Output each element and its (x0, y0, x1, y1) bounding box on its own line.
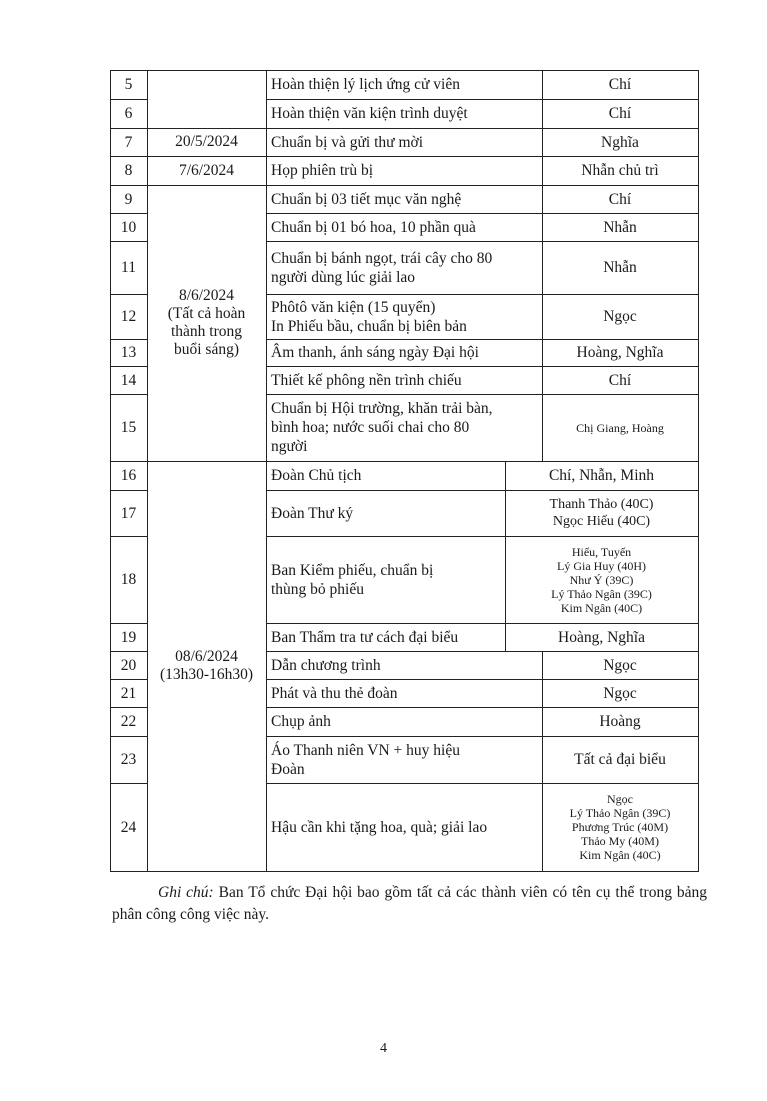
note-label: Ghi chú: (158, 884, 214, 901)
task-cell: Áo Thanh niên VN + huy hiệu Đoàn (271, 741, 460, 778)
row-number-cell: 5 (124, 76, 133, 93)
table-border (110, 70, 111, 872)
table-border (110, 294, 148, 295)
table-border (147, 156, 267, 157)
task-cell: Hậu cần khi tặng hoa, quà; giải lao (271, 818, 488, 836)
row-number-cell: 14 (120, 371, 137, 389)
table-border (542, 339, 543, 367)
table-border (542, 213, 543, 242)
person-cell: Chị Giang, Hoàng (576, 420, 664, 435)
table-border (110, 70, 148, 71)
person-cell: Chí (608, 190, 632, 208)
row-number-cell: 11 (121, 259, 136, 276)
table-border (505, 490, 506, 537)
table-border (542, 156, 543, 186)
task-cell: Âm thanh, ánh sáng ngày Đại hội (271, 344, 479, 361)
date-cell: 08/6/2024 (13h30-16h30) (160, 648, 253, 683)
person-cell: Nhẫn (603, 259, 637, 276)
table-border (110, 783, 148, 784)
table-border (110, 128, 148, 129)
person-cell: Chí (608, 76, 632, 93)
table-border (110, 679, 148, 680)
row-number-cell: 22 (120, 713, 137, 730)
table-border (266, 871, 699, 872)
row-number-cell: 19 (120, 628, 137, 646)
table-border (110, 490, 148, 491)
task-cell: Ban Kiểm phiếu, chuẩn bị thùng bỏ phiếu (271, 561, 434, 598)
table-border (147, 128, 267, 129)
table-border (110, 736, 148, 737)
person-cell: Hoàng (599, 713, 641, 730)
date-cell: 8/6/2024 (Tất cả hoàn thành trong buổi sáng) (167, 287, 246, 358)
table-border (542, 99, 543, 129)
person-cell: Ngọc (603, 308, 637, 325)
table-border (266, 394, 699, 395)
table-border (505, 536, 506, 624)
row-number-cell: 23 (120, 751, 137, 768)
table-border (110, 651, 148, 652)
table-border (110, 707, 148, 708)
date-cell (147, 70, 266, 128)
row-number-cell: 8 (124, 162, 133, 179)
table-border (266, 651, 699, 652)
table-border (542, 185, 543, 214)
table-border (542, 651, 543, 680)
table-border (266, 185, 699, 186)
task-cell: Đoàn Chủ tịch (271, 467, 362, 484)
row-number-cell: 24 (120, 818, 137, 836)
table-border (542, 366, 543, 395)
table-border (542, 707, 543, 737)
table-border (266, 70, 267, 872)
table-border (698, 70, 699, 872)
person-cell: Ngọc (603, 684, 637, 702)
table-border (266, 128, 699, 129)
person-cell: Hoàng, Nghĩa (558, 628, 645, 646)
task-cell: Chuẩn bị bánh ngọt, trái cây cho 80 người dùng lúc giải lao (271, 249, 493, 286)
table-border (542, 783, 543, 872)
task-cell: Dẫn chương trình (271, 656, 381, 674)
row-number-cell: 20 (120, 656, 137, 674)
task-cell: Phát và thu thẻ đoàn (271, 684, 398, 702)
task-cell: Chuẩn bị 03 tiết mục văn nghệ (271, 190, 462, 208)
task-cell: Hoàn thiện lý lịch ứng cử viên (271, 76, 460, 93)
table-border (110, 339, 148, 340)
table-border (266, 366, 699, 367)
row-number-cell: 17 (120, 504, 137, 522)
row-number-cell: 9 (124, 190, 133, 208)
table-border (110, 871, 148, 872)
table-border (266, 99, 699, 100)
table-border (110, 156, 148, 157)
table-border (542, 128, 543, 157)
table-border (147, 70, 267, 71)
table-border (110, 213, 148, 214)
task-cell: Ban Thẩm tra tư cách đại biểu (271, 628, 459, 646)
person-cell: Nghĩa (601, 133, 639, 151)
table-border (542, 294, 543, 340)
table-border (266, 241, 699, 242)
table-border (110, 394, 148, 395)
table-border (266, 783, 699, 784)
table-border (266, 623, 699, 624)
table-border (110, 241, 148, 242)
table-border (505, 461, 506, 491)
table-border (266, 679, 699, 680)
row-number-cell: 10 (120, 218, 137, 236)
table-border (110, 99, 148, 100)
table-border (147, 70, 148, 872)
table-border (110, 366, 148, 367)
table-border (266, 70, 699, 71)
table-border (110, 536, 148, 537)
row-number-cell: 13 (120, 344, 137, 361)
task-cell: Thiết kế phông nền trình chiếu (271, 371, 462, 389)
task-cell: Họp phiên trù bị (271, 162, 374, 179)
table-border (542, 679, 543, 708)
table-border (266, 707, 699, 708)
task-cell: Hoàn thiện văn kiện trình duyệt (271, 105, 468, 122)
table-border (542, 736, 543, 784)
table-border (542, 70, 543, 100)
task-cell: Chuẩn bị và gửi thư mời (271, 133, 424, 151)
note-paragraph (112, 882, 707, 926)
note-text: Ban Tổ chức Đại hội bao gồm tất cả các thành viên có tên cụ thể trong bảng phân công công việc này. (112, 884, 707, 923)
person-cell: Thanh Thảo (40C) Ngọc Hiếu (40C) (549, 497, 654, 529)
person-cell: Chí (608, 371, 632, 389)
date-cell: 20/5/2024 (175, 133, 238, 150)
table-border (110, 623, 148, 624)
page-number: 4 (380, 1041, 387, 1056)
table-border (542, 241, 543, 295)
row-number-cell: 21 (120, 684, 137, 702)
task-cell: Chụp ảnh (271, 713, 331, 730)
table-border (505, 623, 506, 652)
table-border (110, 461, 148, 462)
table-border (110, 185, 148, 186)
row-number-cell: 15 (120, 419, 137, 436)
table-border (147, 185, 267, 186)
person-cell: Chí (608, 105, 632, 122)
person-cell: Tất cả đại biểu (574, 751, 666, 768)
table-border (266, 490, 699, 491)
row-number-cell: 7 (124, 133, 133, 151)
date-cell: 7/6/2024 (178, 161, 235, 179)
table-border (266, 736, 699, 737)
person-cell: Nhẫn chủ trì (581, 162, 659, 179)
table-border (266, 461, 699, 462)
person-cell: Nhẫn (603, 218, 637, 236)
task-cell: Chuẩn bị 01 bó hoa, 10 phần quà (271, 218, 476, 236)
row-number-cell: 18 (120, 571, 137, 588)
table-border (266, 339, 699, 340)
task-cell: Đoàn Thư ký (271, 504, 354, 522)
table-border (542, 394, 543, 462)
row-number-cell: 12 (120, 308, 137, 325)
table-border (147, 871, 267, 872)
person-cell: Ngọc (603, 656, 637, 674)
table-border (266, 536, 699, 537)
table-border (266, 213, 699, 214)
task-cell: Chuẩn bị Hội trường, khăn trải bàn, bình hoa; nước suối chai cho 80 người (271, 400, 493, 455)
table-border (147, 461, 267, 462)
person-cell: Chí, Nhẫn, Minh (548, 467, 655, 484)
table-border (266, 156, 699, 157)
row-number-cell: 6 (124, 105, 133, 122)
person-cell: Hiếu, Tuyến Lý Gia Huy (40H) Như Ý (39C) Lý Thảo Ngân (39C) Kim Ngân (40C) (551, 544, 652, 615)
table-border (266, 294, 699, 295)
person-cell: Hoàng, Nghĩa (576, 344, 664, 361)
row-number-cell: 16 (120, 467, 137, 484)
person-cell: Ngọc Lý Thảo Ngân (39C) Phương Trúc (40M) Thảo My (40M) Kim Ngân (40C) (569, 792, 671, 862)
task-cell: Phôtô văn kiện (15 quyển) In Phiếu bầu, chuẩn bị biên bản (271, 298, 467, 335)
